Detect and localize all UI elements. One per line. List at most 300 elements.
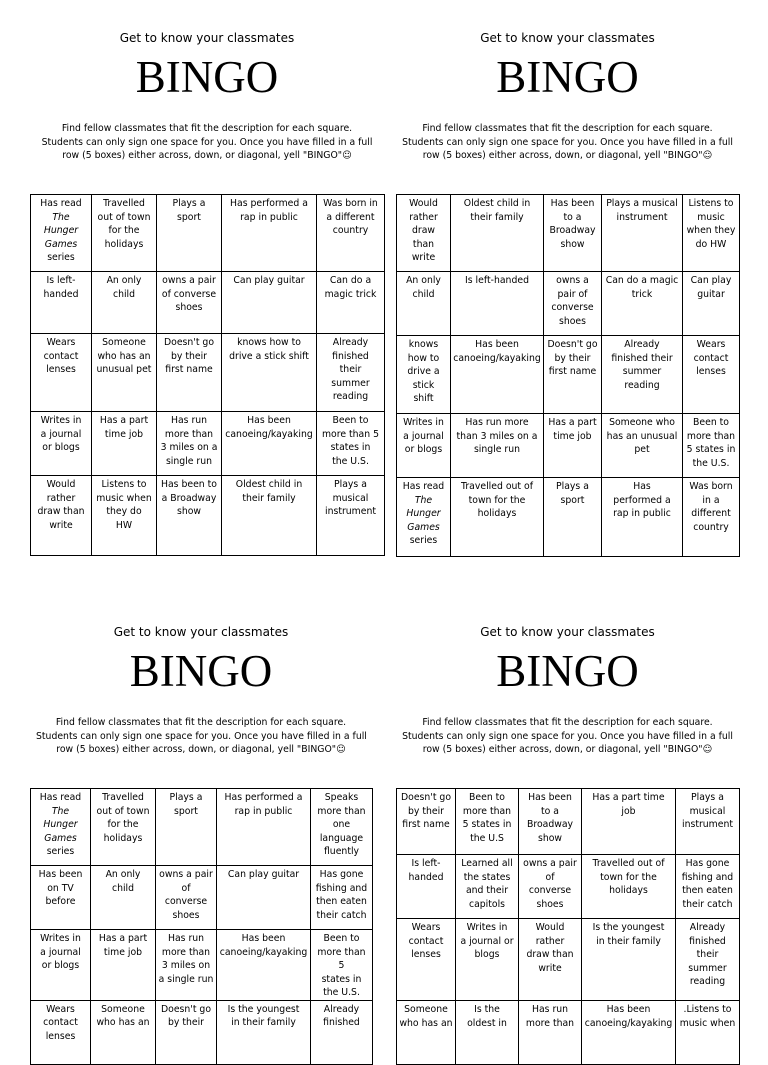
- square-text-line: finished: [323, 1017, 360, 1028]
- square-text-line: music: [697, 211, 725, 223]
- square-text-line: the states: [463, 871, 511, 883]
- square-text-line: their catch: [682, 898, 733, 910]
- square-text-line: summer: [622, 366, 662, 377]
- square-text-line: instrument: [325, 506, 376, 517]
- instruction-line: Find fellow classmates that fit the description for each square.: [422, 717, 713, 728]
- square-text-line: musical: [332, 492, 369, 504]
- square-text-line: Been to: [469, 792, 505, 803]
- sheet-title: BINGO: [496, 52, 639, 102]
- bingo-square[interactable]: [676, 919, 740, 1001]
- bingo-square[interactable]: [92, 412, 157, 476]
- square-text-line: blogs: [474, 949, 500, 960]
- bingo-square[interactable]: [519, 919, 582, 1001]
- square-text-line: first name: [548, 366, 597, 377]
- bingo-square[interactable]: [683, 336, 740, 414]
- bingo-square[interactable]: [317, 412, 385, 476]
- bingo-square[interactable]: [157, 272, 222, 334]
- bingo-square[interactable]: [222, 272, 317, 334]
- square-text-line: for the: [108, 225, 140, 236]
- square-text-line: they do: [106, 506, 142, 517]
- bingo-square[interactable]: [31, 272, 92, 334]
- bingo-square[interactable]: [156, 789, 217, 866]
- square-text-line: Broadway: [526, 819, 574, 830]
- square-text-line: Games: [44, 832, 77, 844]
- bingo-square[interactable]: [157, 412, 222, 476]
- square-text-line: or blogs: [41, 960, 80, 971]
- square-text-line: instrument: [616, 211, 668, 223]
- square-text-line: Plays a: [556, 481, 589, 492]
- square-text-line: 5 states in: [686, 444, 736, 455]
- bingo-square[interactable]: [311, 789, 373, 866]
- square-text-line: on TV: [47, 882, 74, 894]
- square-text-line: Plays a: [169, 792, 203, 803]
- bingo-square[interactable]: [397, 855, 456, 919]
- square-text-line: Writes in: [40, 415, 82, 426]
- square-text-line: Has: [633, 481, 651, 492]
- square-text-line: Was born: [689, 481, 733, 492]
- bingo-square[interactable]: [217, 930, 311, 1001]
- bingo-square[interactable]: [31, 866, 91, 930]
- square-text-line: Has run: [167, 933, 205, 944]
- bingo-square[interactable]: [582, 855, 676, 919]
- square-text-line: or blogs: [42, 442, 80, 453]
- square-text-line: capitols: [468, 898, 506, 910]
- bingo-square[interactable]: [519, 855, 582, 919]
- square-text-line: canoeing/kayaking: [225, 428, 313, 440]
- square-text-line: handed: [408, 871, 444, 883]
- bingo-square[interactable]: [397, 272, 451, 336]
- bingo-square[interactable]: [451, 414, 544, 478]
- square-text-line: canoeing/kayaking: [219, 946, 308, 958]
- grid-row: [397, 414, 740, 478]
- grid-row: [31, 1000, 373, 1064]
- bingo-square[interactable]: [397, 414, 451, 478]
- bingo-square[interactable]: [683, 272, 740, 336]
- bingo-square[interactable]: [311, 1000, 373, 1064]
- square-text-line: magic trick: [324, 288, 377, 300]
- square-text-line: lenses: [45, 1030, 76, 1042]
- square-text-line: a journal or: [460, 935, 514, 947]
- square-text-line: Has been: [247, 415, 291, 426]
- bingo-square[interactable]: [397, 336, 451, 414]
- bingo-square[interactable]: [92, 334, 157, 412]
- grid-row: [31, 866, 373, 930]
- bingo-square[interactable]: [222, 195, 317, 272]
- sheet-subtitle: Get to know your classmates: [480, 625, 655, 639]
- square-text-line: Already: [332, 337, 369, 348]
- bingo-square[interactable]: [456, 789, 519, 855]
- square-text-line: Already: [323, 1003, 360, 1015]
- bingo-square[interactable]: [317, 195, 385, 272]
- square-text-line: .Listens to: [683, 1004, 732, 1015]
- square-text-line: musical: [689, 805, 726, 817]
- square-text-line: Learned all: [461, 858, 513, 869]
- square-text-line: The: [414, 494, 433, 506]
- bingo-square[interactable]: [311, 866, 373, 930]
- bingo-square[interactable]: [451, 272, 544, 336]
- square-text-line: child: [111, 882, 135, 894]
- bingo-square[interactable]: [217, 1000, 311, 1064]
- square-text-line: job: [621, 805, 636, 817]
- square-text-line: more than: [525, 1017, 575, 1029]
- square-text-line: Is left-handed: [465, 275, 529, 286]
- bingo-square[interactable]: [31, 412, 92, 476]
- square-text-line: Writes in: [403, 417, 444, 428]
- bingo-square[interactable]: [519, 1001, 582, 1065]
- square-text-line: oldest in: [467, 1017, 507, 1029]
- square-text-line: holidays: [477, 508, 517, 519]
- bingo-square[interactable]: [317, 334, 385, 412]
- square-text-line: who has an: [97, 350, 151, 362]
- square-text-line: contact: [43, 350, 79, 362]
- bingo-square[interactable]: [91, 789, 156, 866]
- bingo-square[interactable]: [156, 1000, 217, 1064]
- square-text-line: converse: [164, 896, 208, 907]
- grid-row: [31, 334, 385, 412]
- square-text-line: single run: [473, 444, 521, 455]
- square-text-line: series: [46, 846, 75, 857]
- grid-row: [397, 195, 740, 272]
- square-text-line: Has gone: [319, 869, 364, 880]
- bingo-square[interactable]: [222, 476, 317, 556]
- square-text-line: Travelled: [103, 198, 145, 209]
- square-text-line: Would: [535, 922, 565, 933]
- square-text-line: to a: [563, 211, 582, 223]
- square-text-line: music when: [96, 492, 152, 504]
- square-text-line: knows: [408, 339, 439, 350]
- bingo-square[interactable]: [582, 789, 676, 855]
- square-text-line: Been to: [323, 933, 360, 944]
- square-text-line: then eaten: [316, 896, 367, 907]
- grid-row: [31, 272, 385, 334]
- square-text-line: Wears: [46, 337, 76, 348]
- bingo-sheet-1: [30, 31, 384, 591]
- square-text-line: reading: [332, 391, 369, 402]
- square-text-line: stick: [412, 379, 435, 391]
- square-text-line: handed: [43, 288, 79, 300]
- square-text-line: more than: [462, 805, 512, 817]
- square-text-line: sport: [177, 211, 201, 223]
- bingo-square[interactable]: [451, 478, 544, 557]
- square-text-line: Plays a: [691, 792, 724, 803]
- sheet-title: BINGO: [496, 646, 639, 696]
- square-text-line: in a: [702, 494, 720, 506]
- square-text-line: lenses: [411, 949, 441, 960]
- square-text-line: 5 states in: [462, 819, 512, 830]
- square-text-line: who has an: [399, 1017, 453, 1029]
- square-text-line: pair of: [557, 288, 588, 300]
- square-text-line: sport: [560, 494, 585, 506]
- square-text-line: Has read: [40, 198, 82, 209]
- square-text-line: Is the youngest: [227, 1003, 300, 1015]
- bingo-square[interactable]: [92, 476, 157, 556]
- square-text-line: Writes in: [466, 922, 508, 933]
- grid-row: [31, 476, 385, 556]
- bingo-square[interactable]: [582, 1001, 676, 1065]
- square-text-line: Wears: [696, 339, 726, 350]
- square-text-line: of: [181, 882, 191, 894]
- square-text-line: write: [538, 962, 562, 974]
- square-text-line: Has read: [39, 792, 82, 803]
- bingo-square[interactable]: [456, 855, 519, 919]
- grid-row: [31, 930, 373, 1001]
- bingo-square[interactable]: [582, 919, 676, 1001]
- square-text-line: canoeing/kayaking: [453, 352, 541, 364]
- square-text-line: rather: [409, 211, 438, 223]
- bingo-square[interactable]: [217, 866, 311, 930]
- sheet-subtitle: Get to know your classmates: [480, 31, 655, 45]
- bingo-square[interactable]: [676, 855, 740, 919]
- square-text-line: Has run: [170, 415, 208, 426]
- square-text-line: converse: [551, 302, 594, 313]
- square-text-line: Doesn't go: [160, 1003, 212, 1015]
- square-text-line: Hunger: [43, 819, 78, 830]
- square-text-line: has an unusual: [606, 430, 678, 442]
- grid-row: [397, 478, 740, 557]
- square-text-line: then eaten: [682, 885, 733, 896]
- square-text-line: Was born in: [323, 198, 378, 209]
- bingo-square[interactable]: [92, 272, 157, 334]
- square-text-line: Hunger: [406, 508, 441, 519]
- sheet-title: BINGO: [129, 646, 273, 696]
- square-text-line: Plays a musical: [606, 198, 678, 209]
- square-text-line: their family: [242, 492, 296, 504]
- square-text-line: Hunger: [43, 225, 79, 236]
- grid-row: [397, 919, 740, 1001]
- square-text-line: drive a stick shift: [229, 350, 309, 362]
- square-text-line: of converse: [161, 288, 217, 300]
- bingo-square[interactable]: [602, 336, 683, 414]
- square-text-line: for the: [107, 819, 139, 830]
- bingo-square[interactable]: [91, 866, 156, 930]
- square-text-line: series: [409, 535, 438, 546]
- bingo-square[interactable]: [157, 195, 222, 272]
- square-text-line: sport: [174, 805, 198, 817]
- square-text-line: more than: [686, 430, 736, 442]
- square-text-line: than 3 miles on a: [456, 430, 538, 442]
- square-text-line: Doesn't go: [400, 792, 452, 803]
- square-text-line: draw than: [526, 949, 574, 960]
- instruction-line: Students can only sign one space for you. Once you have filled in a full: [402, 730, 733, 742]
- square-text-line: the U.S.: [332, 455, 369, 467]
- square-text-line: language: [319, 832, 364, 844]
- square-text-line: instrument: [682, 819, 733, 830]
- square-text-line: owns a: [556, 275, 589, 286]
- square-text-line: finished: [332, 350, 369, 362]
- bingo-square[interactable]: [544, 272, 602, 336]
- square-text-line: first name: [165, 364, 213, 375]
- square-text-line: converse: [528, 885, 572, 896]
- square-text-line: time job: [104, 428, 144, 440]
- bingo-square[interactable]: [456, 919, 519, 1001]
- bingo-square[interactable]: [683, 478, 740, 557]
- bingo-square[interactable]: [544, 195, 602, 272]
- square-text-line: Travelled: [102, 792, 144, 803]
- square-text-line: An only: [105, 869, 141, 880]
- bingo-square[interactable]: [91, 930, 156, 1001]
- bingo-square[interactable]: [222, 412, 317, 476]
- bingo-sheet-3: [30, 625, 372, 1042]
- square-text-line: holidays: [104, 238, 144, 250]
- bingo-square[interactable]: [456, 1001, 519, 1065]
- bingo-square[interactable]: [31, 930, 91, 1001]
- instruction-line: Students can only sign one space for you. Once you have filled in a full: [41, 136, 373, 148]
- instructions: [30, 716, 372, 757]
- square-text-line: town for the: [468, 494, 526, 506]
- bingo-square[interactable]: [217, 789, 311, 866]
- sheet-subtitle: Get to know your classmates: [119, 31, 295, 45]
- bingo-square[interactable]: [544, 336, 602, 414]
- bingo-square[interactable]: [397, 919, 456, 1001]
- square-text-line: how to: [407, 352, 440, 364]
- bingo-square[interactable]: [157, 476, 222, 556]
- bingo-square[interactable]: [92, 195, 157, 272]
- bingo-square[interactable]: [602, 414, 683, 478]
- bingo-square[interactable]: [31, 334, 92, 412]
- square-text-line: Plays a: [334, 479, 367, 490]
- square-text-line: write: [49, 519, 73, 531]
- bingo-sheet-2: [396, 31, 739, 591]
- square-text-line: out of town: [97, 211, 151, 223]
- square-text-line: Can play: [690, 275, 732, 286]
- bingo-square[interactable]: [311, 930, 373, 1001]
- square-text-line: the U.S.: [692, 457, 730, 469]
- square-text-line: Can do a magic: [605, 275, 679, 286]
- bingo-square[interactable]: [31, 195, 92, 272]
- bingo-square[interactable]: [31, 1000, 91, 1064]
- square-text-line: or blogs: [404, 444, 443, 455]
- bingo-square[interactable]: [676, 789, 740, 855]
- grid-row: [31, 195, 385, 272]
- square-text-line: Oldest child in: [463, 198, 531, 209]
- square-text-line: Listens to: [688, 198, 734, 209]
- square-text-line: Has performed a: [224, 792, 303, 803]
- bingo-square[interactable]: [317, 272, 385, 334]
- square-text-line: holidays: [609, 885, 648, 896]
- square-text-line: Is the youngest: [592, 922, 665, 933]
- instructions: [396, 122, 739, 163]
- bingo-square[interactable]: [91, 1000, 156, 1064]
- instructions: [30, 122, 384, 163]
- square-text-line: a journal: [403, 430, 444, 442]
- square-text-line: the U.S: [470, 832, 504, 844]
- square-text-line: who has an: [96, 1017, 150, 1028]
- square-text-line: town for the: [600, 871, 657, 883]
- bingo-square[interactable]: [544, 478, 602, 557]
- bingo-square[interactable]: [519, 789, 582, 855]
- bingo-square[interactable]: [397, 1001, 456, 1065]
- square-text-line: Has been: [241, 933, 286, 944]
- square-text-line: their: [696, 949, 719, 960]
- instruction-line: Find fellow classmates that fit the description for each square.: [422, 123, 713, 134]
- bingo-square[interactable]: [397, 478, 451, 557]
- square-text-line: Can play guitar: [227, 869, 300, 880]
- bingo-square[interactable]: [156, 930, 217, 1001]
- bingo-square[interactable]: [602, 478, 683, 557]
- square-text-line: Wears: [46, 1003, 75, 1015]
- grid-row: [397, 789, 740, 855]
- bingo-square[interactable]: [451, 195, 544, 272]
- bingo-square[interactable]: [31, 789, 91, 866]
- square-text-line: Has been to: [160, 479, 217, 490]
- square-text-line: contact: [408, 935, 444, 947]
- bingo-square[interactable]: [602, 272, 683, 336]
- square-text-line: The: [51, 805, 70, 817]
- square-text-line: rap in public: [240, 211, 298, 223]
- square-text-line: shoes: [559, 315, 586, 327]
- bingo-square[interactable]: [602, 195, 683, 272]
- square-text-line: 3 miles on: [161, 960, 211, 971]
- square-text-line: single run: [165, 455, 213, 467]
- square-text-line: Speaks: [324, 792, 359, 803]
- grid-row: [31, 412, 385, 476]
- bingo-square[interactable]: [317, 476, 385, 556]
- bingo-square[interactable]: [156, 866, 217, 930]
- bingo-square[interactable]: [676, 1001, 740, 1065]
- bingo-square[interactable]: [683, 414, 740, 478]
- instruction-line: row (5 boxes) either across, down, or diagonal, yell "BINGO"☺: [422, 150, 713, 161]
- square-text-line: Games: [44, 238, 78, 250]
- grid-row: [397, 272, 740, 336]
- square-text-line: more than: [164, 428, 214, 440]
- instruction-line: row (5 boxes) either across, down, or diagonal, yell "BINGO"☺: [56, 744, 346, 755]
- square-text-line: different: [691, 508, 731, 519]
- square-text-line: first name: [402, 819, 450, 830]
- bingo-square[interactable]: [222, 334, 317, 412]
- instruction-line: Find fellow classmates that fit the description for each square.: [55, 717, 347, 728]
- square-text-line: Has a part: [98, 933, 148, 944]
- instruction-line: Students can only sign one space for you. Once you have filled in a full: [36, 730, 367, 742]
- square-text-line: HW: [115, 519, 133, 531]
- bingo-square[interactable]: [544, 414, 602, 478]
- bingo-square[interactable]: [31, 476, 92, 556]
- square-text-line: shift: [413, 393, 434, 404]
- bingo-grid: [396, 788, 740, 1065]
- square-text-line: trick: [631, 288, 653, 300]
- bingo-square[interactable]: [683, 195, 740, 272]
- square-text-line: The: [52, 211, 70, 223]
- bingo-grid: [396, 194, 740, 557]
- square-text-line: Has a part time: [592, 792, 665, 803]
- square-text-line: Would: [46, 479, 76, 490]
- square-text-line: their: [339, 364, 362, 375]
- square-text-line: a Broadway: [161, 492, 217, 504]
- square-text-line: do HW: [695, 238, 727, 250]
- square-text-line: Travelled out of: [461, 481, 533, 492]
- square-text-line: Has run: [531, 1004, 569, 1015]
- bingo-square[interactable]: [397, 789, 456, 855]
- square-text-line: Has been: [528, 792, 572, 803]
- square-text-line: by their: [554, 352, 591, 364]
- square-text-line: performed a: [613, 494, 671, 506]
- square-text-line: Travelled out of: [592, 858, 665, 869]
- bingo-square[interactable]: [397, 195, 451, 272]
- bingo-square[interactable]: [157, 334, 222, 412]
- square-text-line: lenses: [46, 364, 76, 375]
- square-text-line: An only: [106, 275, 142, 286]
- square-text-line: reading: [689, 976, 726, 987]
- square-text-line: Doesn't go: [163, 337, 215, 348]
- square-text-line: Has a part: [99, 415, 149, 426]
- bingo-square[interactable]: [451, 336, 544, 414]
- square-text-line: more than: [161, 946, 211, 958]
- instructions: [396, 716, 739, 757]
- square-text-line: holidays: [103, 832, 143, 844]
- square-text-line: out of town: [96, 805, 150, 817]
- square-text-line: knows how to: [237, 337, 301, 348]
- square-text-line: country: [693, 521, 729, 533]
- square-text-line: Can do a: [329, 275, 372, 286]
